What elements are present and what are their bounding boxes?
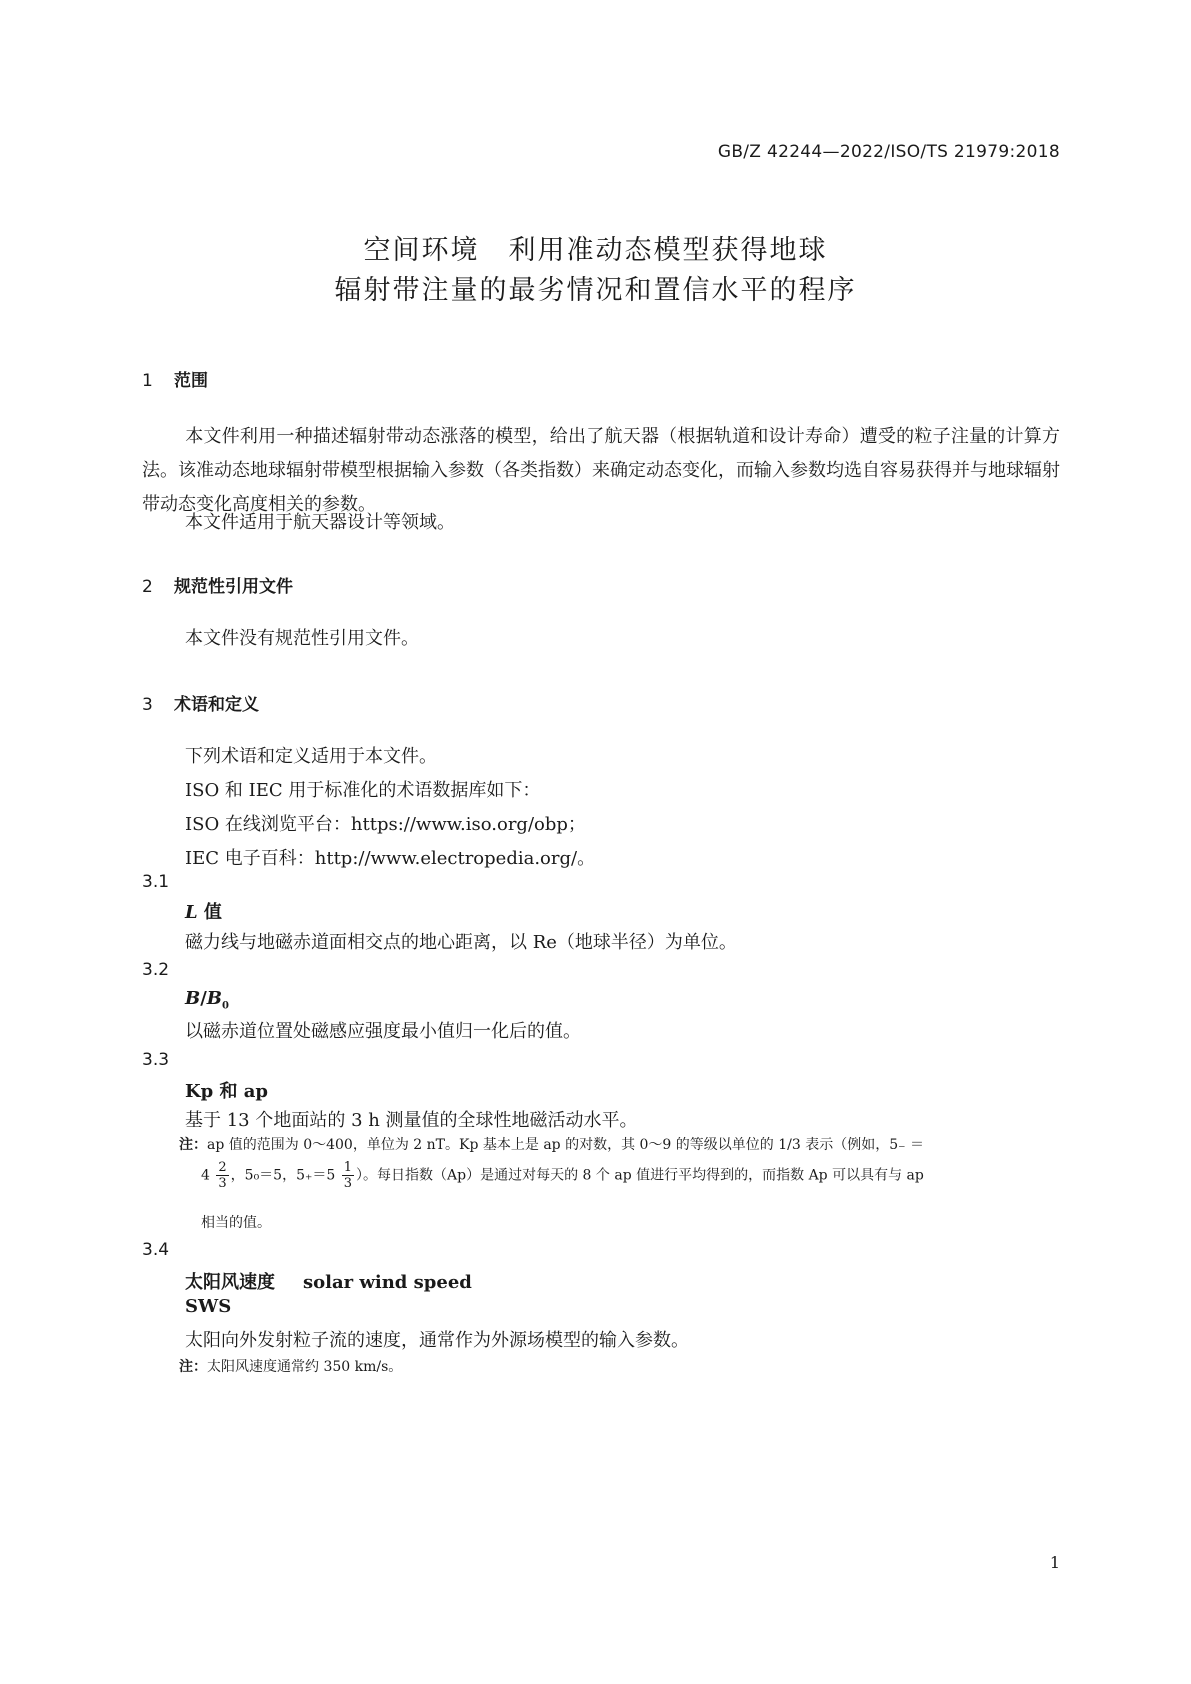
term-b0: B [206, 988, 223, 1009]
clause-3-1-number: 3.1 [142, 872, 170, 892]
term-3-1 [185, 898, 222, 924]
section-3-line-4: IEC 电子百科：http://www.electropedia.org/。 [185, 848, 596, 869]
term-italic: L [185, 902, 198, 923]
section-2-heading [142, 572, 293, 597]
fraction-numerator: 2 [218, 1160, 227, 1175]
clause-3-2-number: 3.2 [142, 960, 170, 980]
section-number: 3 [142, 695, 153, 715]
note-3-3-line-1 [179, 1134, 924, 1154]
section-1-heading [142, 366, 208, 391]
definition-3-3: 基于 13 个地面站的 3 h 测量值的全球性地磁活动水平。 [185, 1110, 638, 1131]
term-rest: 值 [197, 902, 222, 923]
fraction-numerator: 1 [343, 1160, 353, 1175]
section-3-line-2: ISO 和 IEC 用于标准化的术语数据库如下： [185, 780, 541, 801]
note-text: ap 值的范围为 0～400，单位为 2 nT。Kp 基本上是 ap 的对数，其 0～9 的等级以单位的 1/3 表示（例如，5₋ ＝ [207, 1137, 924, 1153]
term-3-4-abbreviation: SWS [185, 1296, 232, 1317]
paragraph-text: 本文件没有规范性引用文件。 [185, 628, 419, 649]
document-title-line-1: 空间环境 利用准动态模型获得地球 [363, 235, 828, 266]
definition-3-1: 磁力线与地磁赤道面相交点的地心距离，以 Re（地球半径）为单位。 [185, 932, 737, 953]
note-text: ）。每日指数（Ap）是通过对每天的 8 个 ap 值进行平均得到的，而指数 Ap 可以具有与 ap [356, 1167, 924, 1184]
fraction-one-third [342, 1160, 354, 1191]
definition-3-4: 太阳向外发射粒子流的速度，通常作为外源场模型的输入参数。 [185, 1330, 689, 1351]
section-3-line-1: 下列术语和定义适用于本文件。 [185, 746, 437, 767]
section-title: 规范性引用文件 [174, 577, 293, 597]
fraction-denominator: 3 [218, 1176, 227, 1191]
paragraph-text: 本文件适用于航天器设计等领域。 [185, 512, 455, 533]
section-2-paragraph-1 [142, 622, 1060, 656]
term-3-2 [185, 988, 229, 1012]
section-1-paragraph-2 [142, 506, 1060, 540]
term-english: solar wind speed [303, 1272, 472, 1293]
paragraph-text: 本文件利用一种描述辐射带动态涨落的模型，给出了航天器（根据轨道和设计寿命）遭受的粒子注量的计算方法。该准动态地球辐射带模型根据输入参数（各类指数）来确定动态变化，而输入参数均选自容易获得并与地球辐射带动态变化高度相关的参数。 [142, 426, 1060, 515]
term-slash: / [200, 988, 207, 1009]
fraction-two-thirds [216, 1160, 228, 1191]
note-3-4 [179, 1356, 402, 1376]
term-chinese: 太阳风速度 [185, 1272, 275, 1293]
section-title: 术语和定义 [174, 695, 259, 715]
note-label: 注： [179, 1137, 207, 1153]
note-text: ，5₀＝5，5₊＝5 [230, 1167, 336, 1184]
page-number: 1 [1049, 1553, 1060, 1572]
term-3-3: Kp 和 ap [185, 1081, 269, 1102]
clause-3-4-number: 3.4 [142, 1240, 170, 1260]
section-number: 2 [142, 577, 153, 597]
section-3-heading [142, 690, 259, 715]
note-3-3-line-2 [201, 1160, 924, 1191]
document-title-line-2: 辐射带注量的最劣情况和置信水平的程序 [334, 275, 857, 306]
section-3-line-3: ISO 在线浏览平台：https://www.iso.org/obp； [185, 814, 586, 835]
document-number: GB/Z 42244—2022/ISO/TS 21979:2018 [717, 142, 1060, 162]
definition-3-2: 以磁赤道位置处磁感应强度最小值归一化后的值。 [185, 1021, 581, 1042]
clause-3-3-number: 3.3 [142, 1050, 170, 1070]
section-title: 范围 [174, 371, 208, 391]
note-label: 注： [179, 1359, 207, 1375]
term-3-4 [185, 1268, 472, 1294]
term-b: B [185, 988, 201, 1009]
note-text: 4 [201, 1167, 210, 1184]
fraction-denominator: 3 [343, 1176, 353, 1191]
note-3-3-line-3: 相当的值。 [201, 1215, 271, 1231]
section-number: 1 [142, 371, 153, 391]
note-text: 太阳风速度通常约 350 km/s。 [207, 1359, 403, 1375]
term-subscript: 0 [222, 1000, 229, 1012]
